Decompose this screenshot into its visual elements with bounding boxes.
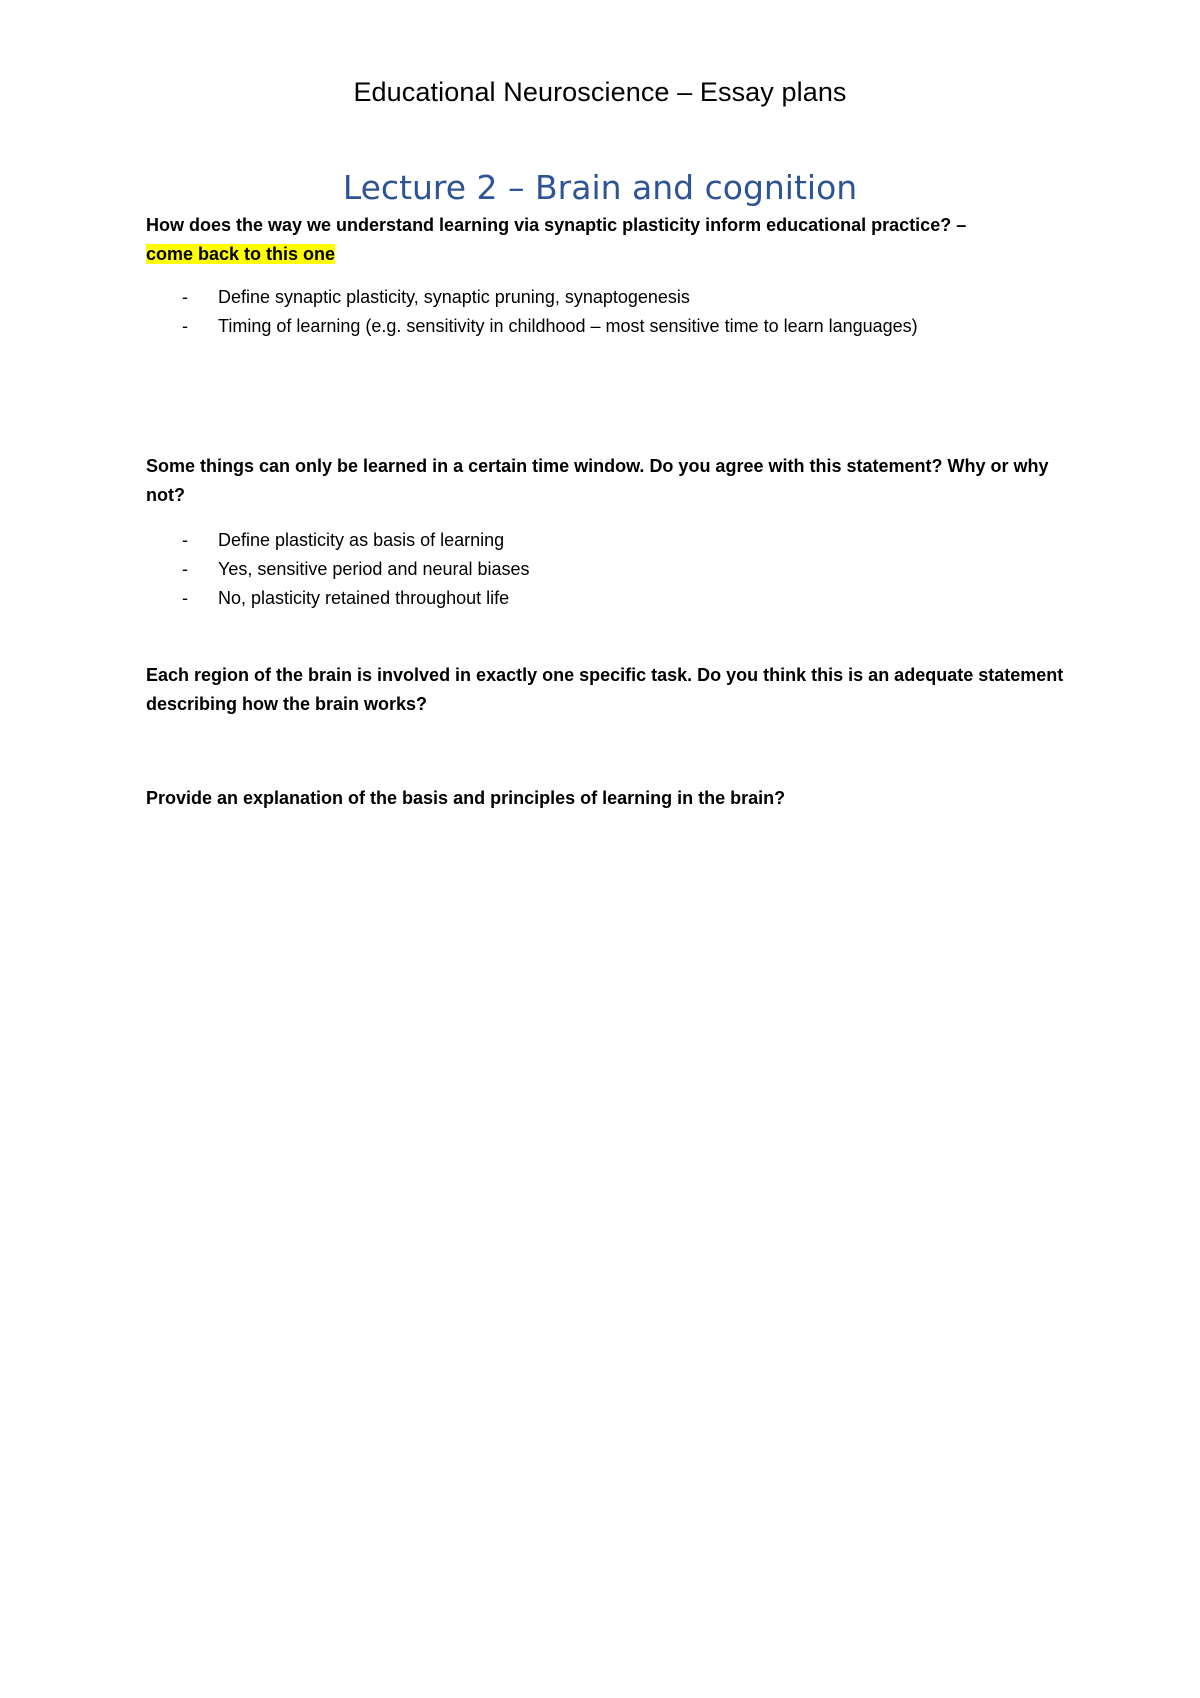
- list-item: [146, 526, 1086, 555]
- document-title: Educational Neuroscience – Essay plans: [353, 77, 847, 107]
- essay-question-1: [146, 211, 1086, 269]
- essay-plan-4: [146, 784, 1086, 813]
- list-item: [146, 555, 1086, 584]
- essay-question-3: Each region of the brain is involved in exactly one specific task. Do you think this is an adequate statement describing how the brain works?: [146, 665, 1064, 714]
- essay-question-2: Some things can only be learned in a certain time window. Do you agree with this statement? Why or why not?: [146, 456, 1049, 505]
- bullet-text: Define plasticity as basis of learning: [218, 530, 505, 550]
- list-item: [146, 312, 1086, 341]
- bullet-text: No, plasticity retained throughout life: [218, 588, 510, 608]
- bullet-text: Timing of learning (e.g. sensitivity in childhood – most sensitive time to learn languages): [218, 316, 918, 336]
- bullet-list-2: [146, 526, 1086, 613]
- essay-question-1-text: How does the way we understand learning via synaptic plasticity inform educational practice? –: [146, 215, 967, 235]
- lecture-heading: Lecture 2 – Brain and cognition: [342, 168, 858, 207]
- bullet-dash: -: [182, 588, 188, 608]
- bullet-dash: -: [182, 316, 188, 336]
- bullet-dash: -: [182, 287, 188, 307]
- list-item: [146, 584, 1086, 613]
- highlighted-note: come back to this one: [146, 244, 336, 264]
- bullet-list-1: [146, 283, 1086, 341]
- essay-question-4: Provide an explanation of the basis and principles of learning in the brain?: [146, 788, 786, 808]
- list-item: [146, 283, 1086, 312]
- essay-plan-2: [146, 452, 1086, 613]
- essay-plan-3: [146, 661, 1086, 719]
- bullet-text: Yes, sensitive period and neural biases: [218, 559, 530, 579]
- bullet-dash: -: [182, 530, 188, 550]
- essay-plan-1: [146, 211, 1086, 341]
- bullet-dash: -: [182, 559, 188, 579]
- bullet-text: Define synaptic plasticity, synaptic pruning, synaptogenesis: [218, 287, 690, 307]
